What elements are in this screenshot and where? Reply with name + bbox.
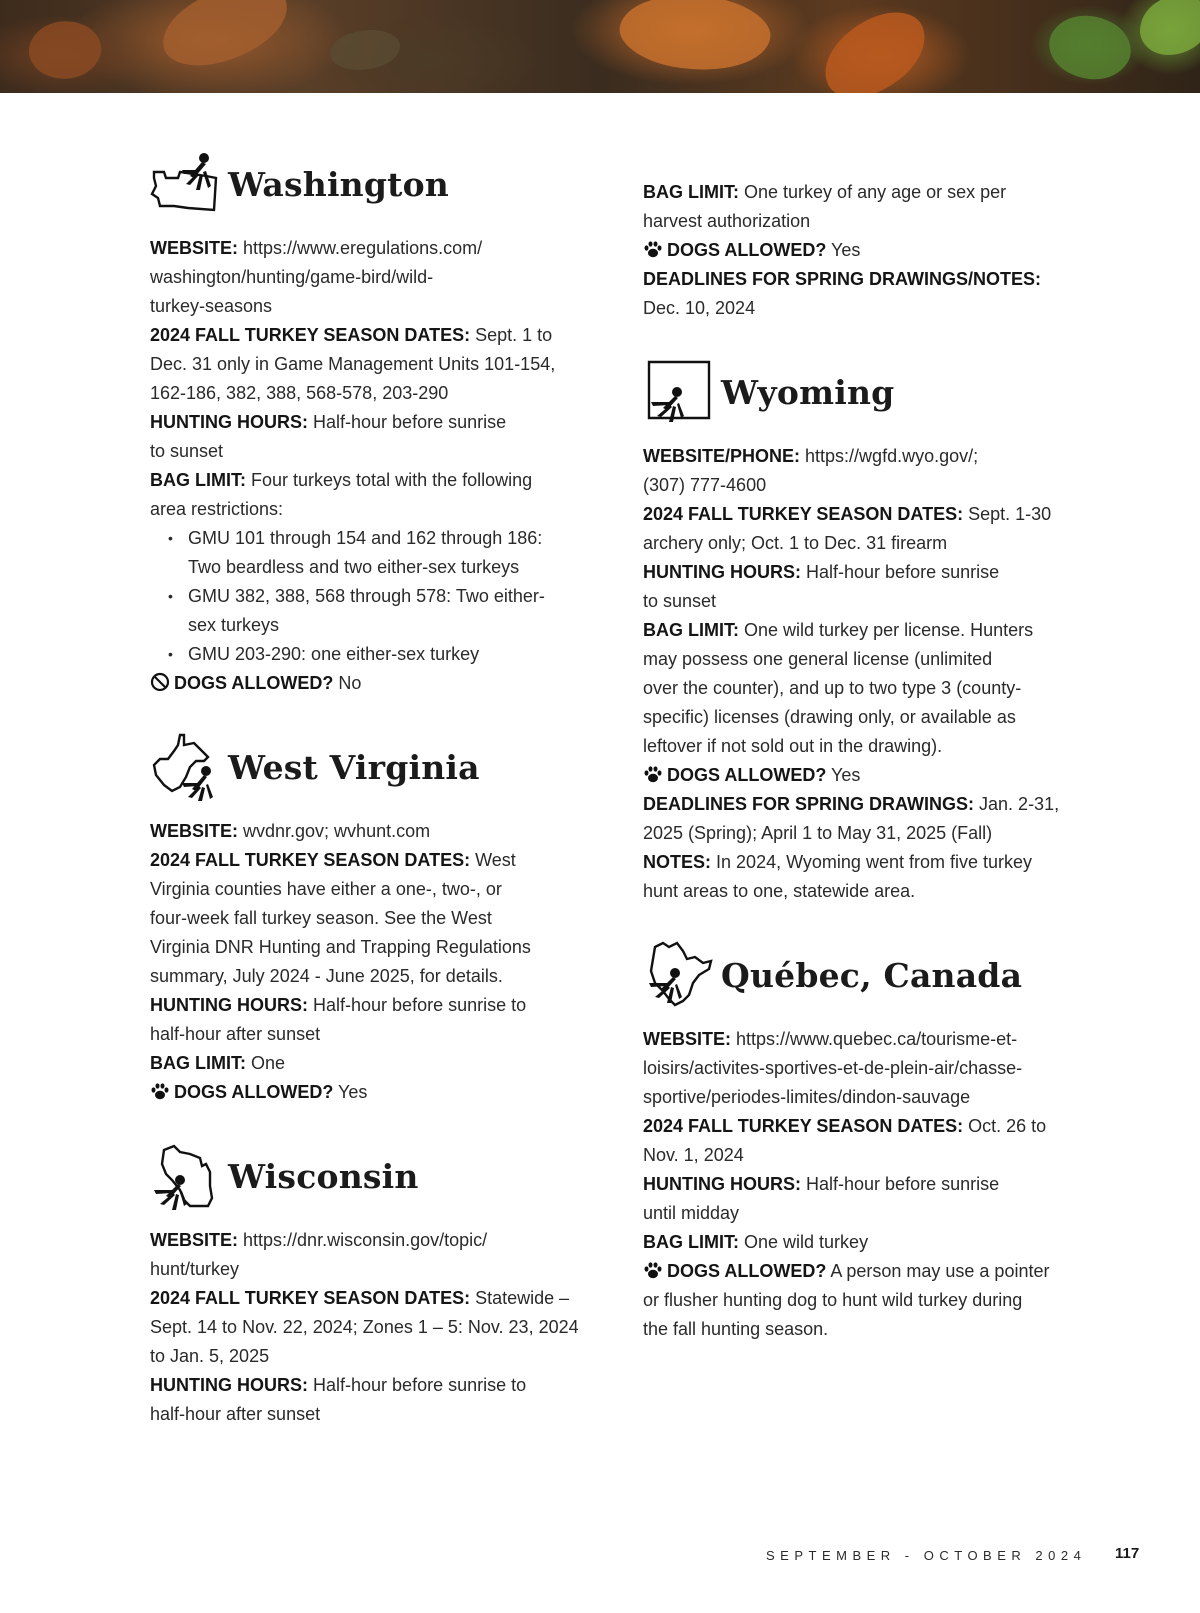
state-title: Washington — [228, 164, 449, 204]
paw-print-icon — [643, 1260, 663, 1280]
dogs-label: DOGS ALLOWED? — [667, 765, 827, 785]
dogs-text: A person may use a pointer — [830, 1261, 1050, 1281]
paw-print-icon — [643, 764, 663, 784]
bag-text: leftover if not sold out in the drawing). — [643, 736, 943, 756]
quebec-turkey-icon — [643, 939, 715, 1011]
hours-text: to sunset — [150, 441, 224, 461]
season-text: Sept. 14 to Nov. 22, 2024; Zones 1 – 5: Nov. 23, 2024 — [150, 1317, 579, 1337]
washington-turkey-icon — [150, 148, 222, 220]
no-symbol-icon — [150, 672, 170, 692]
state-title: Québec, Canada — [721, 955, 1023, 995]
season-text: archery only; Oct. 1 to Dec. 31 firearm — [643, 533, 948, 553]
phone-number[interactable]: (307) 777-4600 — [643, 475, 767, 495]
hours-text: Half-hour before sunrise — [806, 1174, 1000, 1194]
bag-label: BAG LIMIT: — [643, 1232, 739, 1252]
list-item: • GMU 101 through 154 and 162 through 186: Two beardless and two either-sex turkeys — [168, 524, 590, 582]
hours-text: to sunset — [643, 591, 717, 611]
state-title: West Virginia — [228, 747, 480, 787]
bag-label: BAG LIMIT: — [150, 1053, 246, 1073]
state-section-wisconsin-continued — [643, 178, 1091, 323]
dogs-label: DOGS ALLOWED? — [174, 1082, 334, 1102]
state-title: Wisconsin — [228, 1156, 419, 1196]
right-column — [643, 178, 1091, 1377]
dogs-text: the fall hunting season. — [643, 1319, 829, 1339]
wyoming-turkey-icon — [643, 356, 715, 428]
deadline-label: DEADLINES FOR SPRING DRAWINGS/NOTES: — [643, 269, 1042, 289]
state-section-wisconsin — [150, 1140, 590, 1429]
dogs-text: or flusher hunting dog to hunt wild turkey during — [643, 1290, 1023, 1310]
bag-text: One turkey of any age or sex per — [744, 182, 1007, 202]
hours-text: Half-hour before sunrise — [806, 562, 1000, 582]
bag-label: BAG LIMIT: — [150, 470, 246, 490]
website-url-cont[interactable]: washington/hunting/game-bird/wild- — [150, 267, 434, 287]
paw-print-icon — [150, 1081, 170, 1101]
bag-text: over the counter), and up to two type 3 (county- — [643, 678, 1022, 698]
dogs-value: Yes — [831, 240, 861, 260]
header-banner-image — [0, 0, 1200, 93]
hours-text: Half-hour before sunrise to — [313, 995, 527, 1015]
state-section-washington — [150, 148, 590, 698]
season-text: four-week fall turkey season. See the West — [150, 908, 492, 928]
season-label: 2024 FALL TURKEY SEASON DATES: — [150, 1288, 471, 1308]
hours-text: Half-hour before sunrise — [313, 412, 507, 432]
issue-date: SEPTEMBER - OCTOBER 2024 — [766, 1548, 1087, 1563]
hours-text: Half-hour before sunrise to — [313, 1375, 527, 1395]
hours-label: HUNTING HOURS: — [643, 562, 801, 582]
website-url[interactable]: https://www.quebec.ca/tourisme-et- — [736, 1029, 1018, 1049]
website-label: WEBSITE: — [643, 1029, 731, 1049]
website-url-cont[interactable]: turkey-seasons — [150, 296, 273, 316]
state-section-wyoming — [643, 356, 1091, 906]
dogs-label: DOGS ALLOWED? — [667, 240, 827, 260]
website-url-cont[interactable]: hunt/turkey — [150, 1259, 240, 1279]
dogs-value: Yes — [338, 1082, 368, 1102]
season-text: summary, July 2024 - June 2025, for details. — [150, 966, 503, 986]
website-url-cont[interactable]: sportive/periodes-limites/dindon-sauvage — [643, 1087, 971, 1107]
season-label: 2024 FALL TURKEY SEASON DATES: — [150, 325, 471, 345]
paw-print-icon — [643, 239, 663, 259]
website-label: WEBSITE: — [150, 821, 238, 841]
bag-text: harvest authorization — [643, 211, 811, 231]
hours-label: HUNTING HOURS: — [150, 412, 308, 432]
hours-label: HUNTING HOURS: — [643, 1174, 801, 1194]
dogs-value: Yes — [831, 765, 861, 785]
hours-text: until midday — [643, 1203, 740, 1223]
bag-text: area restrictions: — [150, 499, 284, 519]
website-url[interactable]: wvdnr.gov; wvhunt.com — [243, 821, 431, 841]
season-text: West — [475, 850, 516, 870]
season-text: to Jan. 5, 2025 — [150, 1346, 270, 1366]
deadline-label: DEADLINES FOR SPRING DRAWINGS: — [643, 794, 975, 814]
season-label: 2024 FALL TURKEY SEASON DATES: — [643, 1116, 964, 1136]
bag-label: BAG LIMIT: — [643, 182, 739, 202]
website-url-cont[interactable]: loisirs/activites-sportives-et-de-plein-air/chasse- — [643, 1058, 1023, 1078]
season-text: Sept. 1 to — [475, 325, 553, 345]
state-section-west-virginia — [150, 731, 590, 1107]
season-text: Sept. 1-30 — [968, 504, 1052, 524]
season-text: Virginia counties have either a one-, two-, or — [150, 879, 502, 899]
season-label: 2024 FALL TURKEY SEASON DATES: — [150, 850, 471, 870]
season-text: Dec. 31 only in Game Management Units 101-154, — [150, 354, 556, 374]
bag-text: One wild turkey per license. Hunters — [744, 620, 1034, 640]
dogs-label: DOGS ALLOWED? — [174, 673, 334, 693]
notes-label: NOTES: — [643, 852, 712, 872]
website-label: WEBSITE: — [150, 238, 238, 258]
bag-restrictions-list — [150, 524, 590, 669]
hours-label: HUNTING HOURS: — [150, 1375, 308, 1395]
west-virginia-turkey-icon — [150, 731, 222, 803]
deadline-text: Dec. 10, 2024 — [643, 298, 756, 318]
season-label: 2024 FALL TURKEY SEASON DATES: — [643, 504, 964, 524]
notes-text: hunt areas to one, statewide area. — [643, 881, 916, 901]
season-text: Virginia DNR Hunting and Trapping Regulations — [150, 937, 531, 957]
hours-text: half-hour after sunset — [150, 1404, 321, 1424]
list-item: • GMU 382, 388, 568 through 578: Two either- sex turkeys — [168, 582, 590, 640]
bag-label: BAG LIMIT: — [643, 620, 739, 640]
state-title: Wyoming — [721, 372, 895, 412]
season-text: Statewide – — [475, 1288, 570, 1308]
list-item: • GMU 203-290: one either-sex turkey — [168, 640, 590, 669]
hours-text: half-hour after sunset — [150, 1024, 321, 1044]
website-label: WEBSITE/PHONE: — [643, 446, 801, 466]
season-text: Nov. 1, 2024 — [643, 1145, 744, 1165]
bag-text: Four turkeys total with the following — [251, 470, 533, 490]
website-url[interactable]: https://www.eregulations.com/ — [243, 238, 483, 258]
deadline-text: Jan. 2-31, — [979, 794, 1060, 814]
website-url[interactable]: https://dnr.wisconsin.gov/topic/ — [243, 1230, 488, 1250]
state-section-quebec — [643, 939, 1091, 1344]
deadline-text: 2025 (Spring); April 1 to May 31, 2025 (Fall) — [643, 823, 993, 843]
website-label: WEBSITE: — [150, 1230, 238, 1250]
dogs-label: DOGS ALLOWED? — [667, 1261, 827, 1281]
hours-label: HUNTING HOURS: — [150, 995, 308, 1015]
dogs-value: No — [338, 673, 362, 693]
bag-text: may possess one general license (unlimited — [643, 649, 993, 669]
bag-text: specific) licenses (drawing only, or available as — [643, 707, 1016, 727]
notes-text: In 2024, Wyoming went from five turkey — [716, 852, 1032, 872]
season-text: 162-186, 382, 388, 568-578, 203-290 — [150, 383, 449, 403]
left-column — [150, 148, 590, 1462]
season-text: Oct. 26 to — [968, 1116, 1047, 1136]
website-url[interactable]: https://wgfd.wyo.gov/; — [805, 446, 979, 466]
wisconsin-turkey-icon — [150, 1140, 222, 1212]
page-number: 117 — [1115, 1545, 1140, 1562]
bag-text: One wild turkey — [744, 1232, 869, 1252]
bag-text: One — [251, 1053, 286, 1073]
